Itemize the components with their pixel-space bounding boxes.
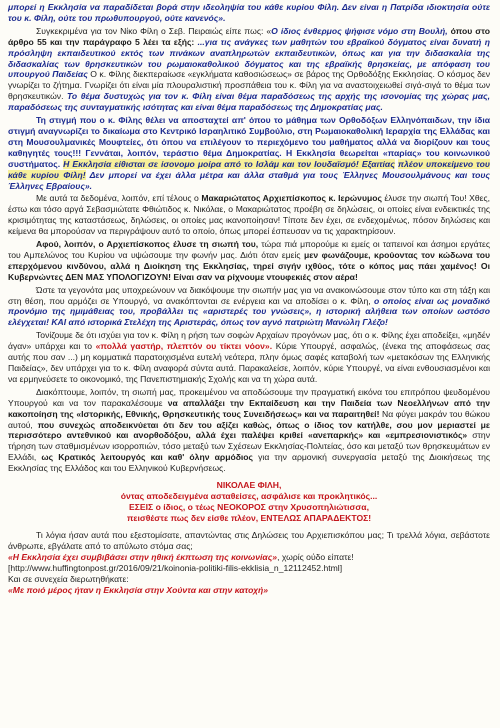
text: Να φύγει μακράν του θώκου αυτού, [8,408,490,430]
bold-text: όπου στο άρθρο 55 και την παράγραφο 5 λέει τα εξής: [8,25,490,47]
para-quote-2 [8,585,490,596]
emphasis-text: ο οποίος είναι ως μοναδικό προνόμιο της ημιμάθειας του, προβάλλει τις «αριστερές του γνώσεις», η ιστορική αλήθεια των οποίων ωστόσο ελέγχεται! ΚΑΙ από ιστορικά Στελέχη της Αριστεράς, όπως τον αγνό πατριώτη Μανώλη Γλέζο! [8,295,490,328]
signature-line: ΝΙΚΟΛΑΕ ΦΙΛΗ, [216,480,282,491]
signature-line: όντας αποδεδειγμένα ασταθείσες, ασφάλισε και προκλητικός... [120,491,378,502]
para-law-article [8,26,490,113]
text: έλυσε την σιωπή Του! Χθες, έστω και τόσο αργά Σεβασμιώτατε Φθιώτιδος κ. Νικόλαε, ο Μακαριώτατος προέβη σε δηλώσεις, οι οποίες είναι ενδεικτικές της κρισιμότητας της καταστάσεως, δηλώσεις, οι οποίες μας ικανοποίησαν! Τίποτε δεν έχει, σε ενδεχομένως, πόσον δηλώσεις και κείμενα θα μπορούσαν να περιγράψουν αυτό το οποίο, όπως μπορεί έσπευσαν να τις χαρακτηρίσουν. [8,193,490,237]
para-words [8,530,490,552]
para-orthodox-children [8,115,490,191]
para-quote-1 [8,552,490,563]
text: Τονίζουμε δε ότι ισχύει για τον κ. Φίλη η ρήση των σοφών Αρχαίων προγόνων μας, ότι ο κ. Φίλης έχει αποδείξει, «μηδέν άγαν» υπάρχει και το [8,330,490,352]
bold-text: που συνεχώς αποδεικνύεται ότι δεν του αξίζει καθώς, όπως ο ίδιος τον κατήλθε, σου μον μεριαστεί με περισσότερο αντεθνικού και ανορθοδόξου, αλλά έχει παλέψει κριθεί «ανεπαρκής» και «εμπρεσιονιστικός» [8,419,490,441]
bold-text: να απαλλάξει την Εκπαίδευση και την Παιδεία των Νεοελλήνων από την κακοποίηση της «Ιστορικής, Εθνικής, Θρησκευτικής τους Συνειδήσεως» και να παραιτηθεί! [8,397,490,419]
text: στην τήρηση των σταθμισμένων ισορροπιών, τόσο μεταξύ των Σχέσεων Εκκλησίας-Πολιτείας, όσο και μεταξύ των θρησκευμάτων εν Ελλάδι, [8,430,490,463]
text: Κύριε Υπουργέ, ασφαλώς, (ένεκα της αποφάσεως σας αυτής που σαν ...) μη κομματικά παρατοιχισμένα ευτελή νεότερα, πλην όμως σαφές καταβολή των «μετακόσων της Ελληνικής Παιδείας», δεν υπάρχει για το κ. Φίλη αναφορά σύντα αυτά. Παρακαλείσε, λοιπόν, κύριε Υπουργέ, να είναι ενθουσιασμένοι και να ερμηνεύσετε το οικονομικό, της Πανεπιστημιακής Σχολής και να τη χώρα αυτά. [8,341,490,384]
text: τώρα πιά μπορούμε κι εμείς οι ταπεινοί και άσημοι εργάτες του Αμπελώνος του Κυρίου να υψώσουμε την φωνήν μας. Διότι όταν εμείς [8,239,491,260]
highlighted-text: πλέον υποκείμενο του κάθε κυρίου Φίλη! [8,158,491,180]
bold-text: μεν φωνάζουμε, κρούοντας τον κώδωνα του επερχόμενου κινδύνου, αλλά η Διοίκηση της Εκκλησίας, τηρεί σιγήν ιχθύος, τότε ο κόπος μας πάει χαμένος! Οι Κυβερνώντες ΔΕΝ ΜΑΣ ΥΠΟΛΟΓΙΖΟΥΝ! Είναι σαν να ρίχνουμε ντουφεκιές στον αέρα! [8,249,490,282]
emphasis-text: Δεν μπορεί να έχει άλλα μέτρα και άλλα σταθμά για τους Έλληνες Μουσουλμάνους και τους Έλληνες Εβραίους». [8,169,490,191]
red-quote: «Με ποιό μέρος ήταν η Εκκλησία στην Χούντα και στην κατοχή» [8,584,269,595]
highlighted-text: Η Εκκλησία είθισται σε ίσονομο μοίρα από το Ισλάμ και τον Ιουδαϊσμό! Εξαιτίας [63,158,395,169]
text: , χωρίς ούδο είπατε! [277,551,354,562]
bold-blue-text: Τη στιγμή που ο κ. Φίλης θέλει να αποσταχτεί απ' όπου το μάθημα των Ορθοδόξων Ελληνόπαιδων, την ίδια στιγμή αναγνωρίζει το δικαίωμα στο Κεντρικό Ισραηλιτικό Συμβούλιο, στη Ρωμαιοκαθολική Ιεραρχία της Ελλάδας και στη Μουσουλμανικές Μουφτείες, ότι όπου να επιλέγουν το περιεχόμενο του μαθήματος αλλά να διορίζουν και τους καθηγητές τους!!! Γεννάται, λοιπόν, τεράστιο θέμα Δημοκρατίας. Η Εκκλησία θεωρείται «παρίας» του κοινωνικού συστήματος. [8,115,490,169]
para-opening-quote [8,2,490,24]
para-archbishop [8,193,490,237]
law-quote-text: ...για τις ανάγκες των μαθητών του εβραϊκού δόγματος είναι δυνατή η πρόσληψη εκπαιδευτικού εκτός των πινάκων αναπληρωτών εκπαιδευτικών, όπως και για την διδασκαλία της διδασκαλίας των θρησκευτικών του ρωμαιοκαθολικού δόγματος και της εβραϊκής θρησκείας, με απόφαση του υπουργού Παιδείας [8,36,490,80]
signature-block [8,480,490,524]
emphasis-text: Ο ίδιος ένθερμος ψήφισε νόμο στη Βουλή, [271,25,448,36]
para-resign [8,387,490,474]
text: Ο κ. Φίλης διεκπεραίωσε «εγκλήματα καθοσιώσεως» σε βάρος της Ορθοδόξης Εκκλησίας. Ο κόσμος δεν γνωρίζει το ζήτημα. Γνωρίζει ότι είναι μία πλουραλιστική προσπάθεια του κ. Φίλη για να αναστοιχειωθεί σιγά-σιγά το θέμα των θρησκευτικών. [8,69,490,102]
source-url[interactable]: [http://www.huffingtonpost.gr/2016/09/21/koinonia-politiki-filis-ekklisia_n_12112452.html] [8,562,343,573]
bold-text: Αφού, λοιπόν, ο Αρχιεπίσκοπος έλυσε τη σιωπή του, [36,239,259,250]
text: Ώστε τα γεγονότα μας υποχρεώνουν να διακόψουμε την σιωπήν μας για να ανακοινώσουμε στον τύπο και στη τάξη και στη θέση, που αρμόζει σε Υπουργό, να ανακόπτονται σε ενέργεια και να αποδίσει ο κ. Φίλη, [8,284,490,306]
para-silence-broken [8,239,490,283]
text: Τι λόγια ήσαν αυτά που εξεστομίσατε, απαντώντας στις Δηλώσεις του Αρχιεπισκόπου μας; Τι τρελλά λόγια, σεβάστοτε άνθρωπε, εβγάλατε από το απύλωτο στόμα σας; [8,530,490,551]
red-quote: «Η Εκκλησία έχει συμβιβάσει στην ηθική έκπτωση της κοινωνίας» [8,551,278,562]
para-ancients [8,330,490,385]
signature-line: πεισθέστε πως δεν είσθε πλέον, ΕΝΤΕΛΩΣ ΑΠΑΡΑΔΕΚΤΟΣ! [126,513,372,524]
emphasis-text: Το θέμα δυστυχώς για τον κ. Φίλη είναι θέμα παραδόσεως της αρχής της ισονομίας της χώρας μας, παραδόσεως της συνταγματικής ισότητας και είναι θέμα παραδόσεως της Δημοκρατίας μας. [8,91,490,113]
archbishop-name: Μακαριώτατος Αρχιεπίσκοπος κ. Ιερώνυμος [201,193,382,204]
opening-quote-text: μπορεί η Εκκλησία να παραδίδεται βορά στην ιδεοληψία του κάθε κυρίου Φίλη. Δεν είναι η Πατρίδα ιδιοκτησία ούτε του κ. Φίλη, ούτε του πρωθυπουργού, ούτε κανενός». [8,2,490,23]
para-follow-up [8,574,490,585]
signature-line: ΕΣΕΙΣ ο ίδιος, ο τέως ΝΕΟΚΟΡΟΣ στην Χρυσοπηλιώτισσα, [129,502,369,513]
text: Με αυτά τα δεδομένα, λοιπόν, επί τέλους ο [36,193,202,204]
bold-text: ως Κρατικός λειτουργός και καθ' όλην αρμόδιος [41,452,254,463]
text: Και σε συνεχεία διερωτηθήκατε: [8,573,129,584]
para-minister [8,285,490,329]
text: Διακόπτουμε, λοιπόν, τη σιωπή μας, προκειμένου να αποδώσουμε την πραγματική εικόνα του επιτρόπου ψευδομένου Υπουργού και να τον παρακαλέσουμε [8,386,490,408]
source-link[interactable] [8,563,490,574]
ancient-quote: «πολλά γαστήρ, πλεπτόν ου τίκτει νόον». [95,341,273,352]
text: για την αρμονική συνεργασία μεταξύ της Διοικήσεως της Εκκλησίας της Ελλάδος και του Ελληνικού Κυβερνήσεως. [8,452,490,474]
text: Συγκεκριμένα για τον Νίκο Φίλη ο Σεβ. Πειραιώς είπε πως: « [36,25,272,36]
